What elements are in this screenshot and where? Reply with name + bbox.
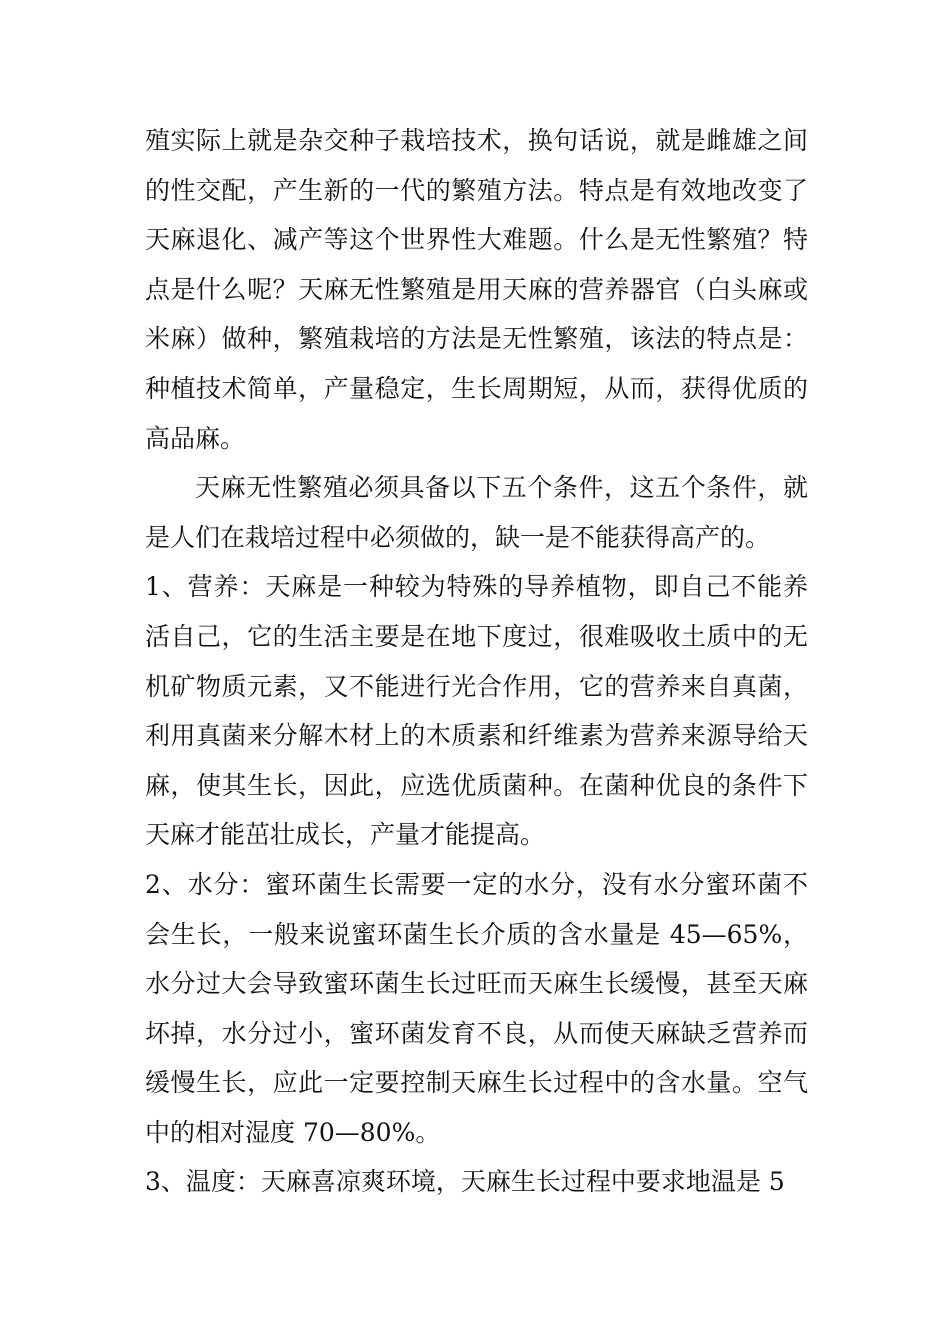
paragraph-conditions-intro: 天麻无性繁殖必须具备以下五个条件，这五个条件，就是人们在栽培过程中必须做的，缺一是不能获得高产的。 <box>145 473 808 552</box>
paragraph-moisture: 2、水分：蜜环菌生长需要一定的水分，没有水分蜜环菌不会生长，一般来说蜜环菌生长介质的含水量是 45—65%，水分过大会导致蜜环菌生长过旺而天麻生长缓慢，甚至天麻坏掉，水分过小，蜜环菌发育不良，从而使天麻缺乏营养而缓慢生长，应此一定要控制天麻生长过程中的含水量。空气中的相对湿度 70—80%。 <box>145 869 808 1147</box>
paragraph-intro: 殖实际上就是杂交种子栽培技术，换句话说，就是雌雄之间的性交配，产生新的一代的繁殖方法。特点是有效地改变了天麻退化、减产等这个世界性大难题。什么是无性繁殖？特点是什么呢？天麻无性繁殖是用天麻的营养器官（白头麻或米麻）做种，繁殖栽培的方法是无性繁殖，该法的特点是：种植技术简单，产量稳定，生长周期短，从而，获得优质的高品麻。 <box>145 126 808 453</box>
paragraph-temperature: 3、温度：天麻喜凉爽环境，天麻生长过程中要求地温是 5 <box>145 1167 785 1197</box>
paragraph-nutrition: 1、营养：天麻是一种较为特殊的导养植物，即自己不能养活自己，它的生活主要是在地下度过，很难吸收土质中的无机矿物质元素，又不能进行光合作用，它的营养来自真菌，利用真菌来分解木材上的木质素和纤维素为营养来源导给天麻，使其生长，因此，应选优质菌种。在菌种优良的条件下天麻才能茁壮成长，产量才能提高。 <box>145 572 808 850</box>
document-body <box>145 116 808 1207</box>
